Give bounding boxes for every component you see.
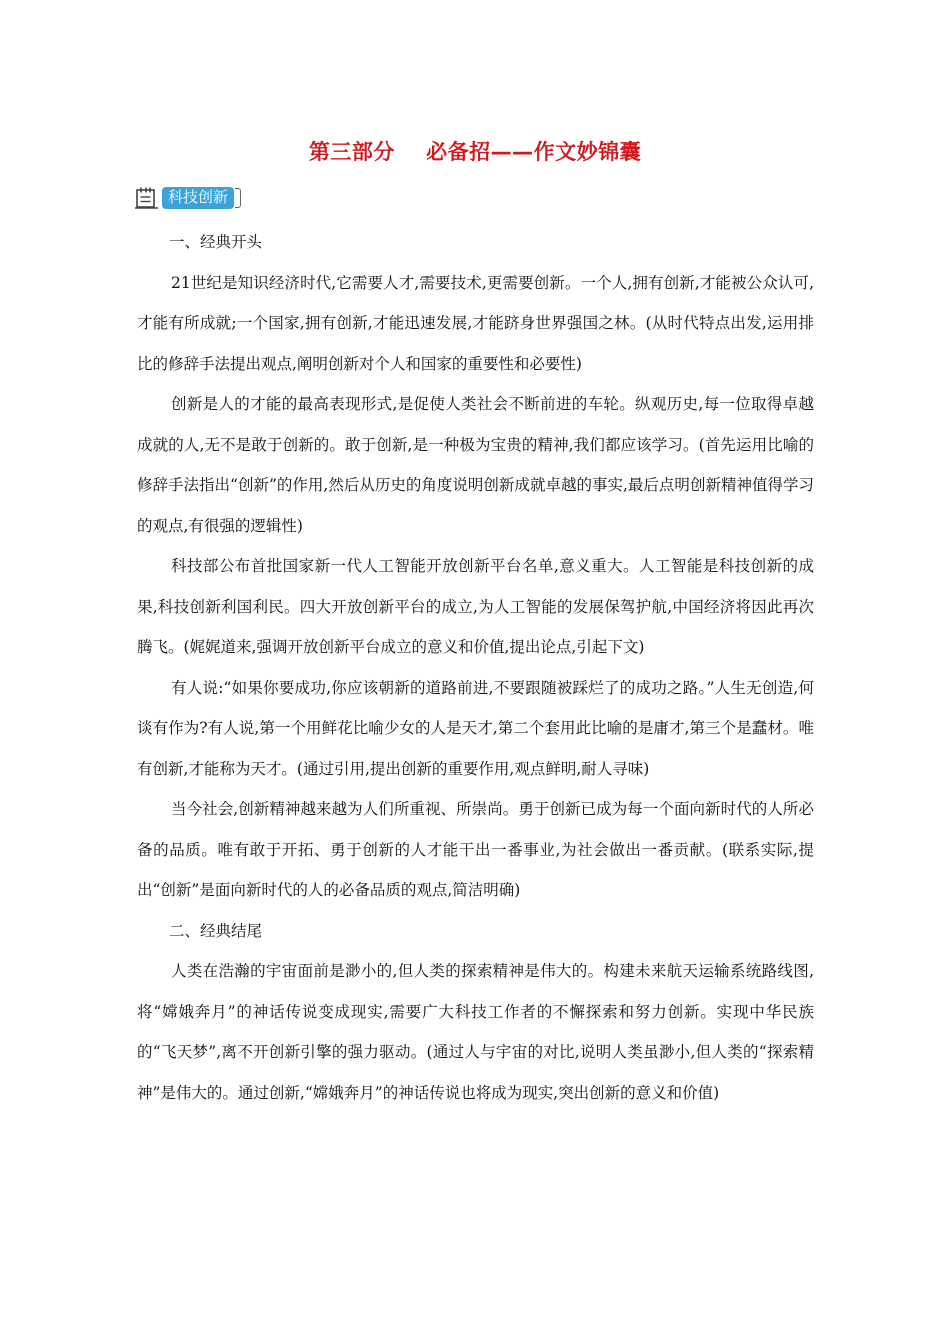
paragraph: 创新是人的才能的最高表现形式,是促使人类社会不断前进的车轮。纵观历史,每一位取得卓越成就的人,无不是敢于创新的。敢于创新,是一种极为宝贵的精神,我们都应该学习。(首先运用比喻的修辞手法指出“创新”的作用,然后从历史的角度说明创新成就卓越的事实,最后点明创新精神值得学习的观点,有很强的逻辑性) <box>137 395 814 535</box>
section-heading-ending: 二、经典结尾 <box>169 921 263 940</box>
section-tag <box>134 186 241 210</box>
article-body <box>137 222 814 1113</box>
page-title: 第三部分 必备招——作文妙锦囊 <box>308 140 642 164</box>
notebook-icon <box>134 186 160 210</box>
tag-bracket <box>235 188 241 208</box>
paragraph: 科技部公布首批国家新一代人工智能开放创新平台名单,意义重大。人工智能是科技创新的成果,科技创新利国利民。四大开放创新平台的成立,为人工智能的发展保驾护航,中国经济将因此再次腾飞。(娓娓道来,强调开放创新平台成立的意义和价值,提出论点,引起下文) <box>137 557 814 656</box>
paragraph: 人类在浩瀚的宇宙面前是渺小的,但人类的探索精神是伟大的。构建未来航天运输系统路线图,将“嫦娥奔月”的神话传说变成现实,需要广大科技工作者的不懈探索和努力创新。实现中华民族的“飞天梦”,离不开创新引擎的强力驱动。(通过人与宇宙的对比,说明人类虽渺小,但人类的“探索精神”是伟大的。通过创新,“嫦娥奔月”的神话传说也将成为现实,突出创新的意义和价值) <box>137 962 814 1102</box>
tag-label: 科技创新 <box>162 187 234 209</box>
section-heading-opening: 一、经典开头 <box>169 233 263 251</box>
paragraph: 21世纪是知识经济时代,它需要人才,需要技术,更需要创新。一个人,拥有创新,才能被公众认可,才能有所成就;一个国家,拥有创新,才能迅速发展,才能跻身世界强国之林。(从时代特点出发,运用排比的修辞手法提出观点,阐明创新对个人和国家的重要性和必要性) <box>137 273 814 373</box>
paragraph: 有人说:“如果你要成功,你应该朝新的道路前进,不要跟随被踩烂了的成功之路。”人生无创造,何谈有作为?有人说,第一个用鲜花比喻少女的人是天才,第二个套用此比喻的是庸才,第三个是蠢材。唯有创新,才能称为天才。(通过引用,提出创新的重要作用,观点鲜明,耐人寻味) <box>137 678 814 778</box>
paragraph: 当今社会,创新精神越来越为人们所重视、所崇尚。勇于创新已成为每一个面向新时代的人所必备的品质。唯有敢于开拓、勇于创新的人才能干出一番事业,为社会做出一番贡献。(联系实际,提出“创新”是面向新时代的人的必备品质的观点,简洁明确) <box>137 800 814 899</box>
